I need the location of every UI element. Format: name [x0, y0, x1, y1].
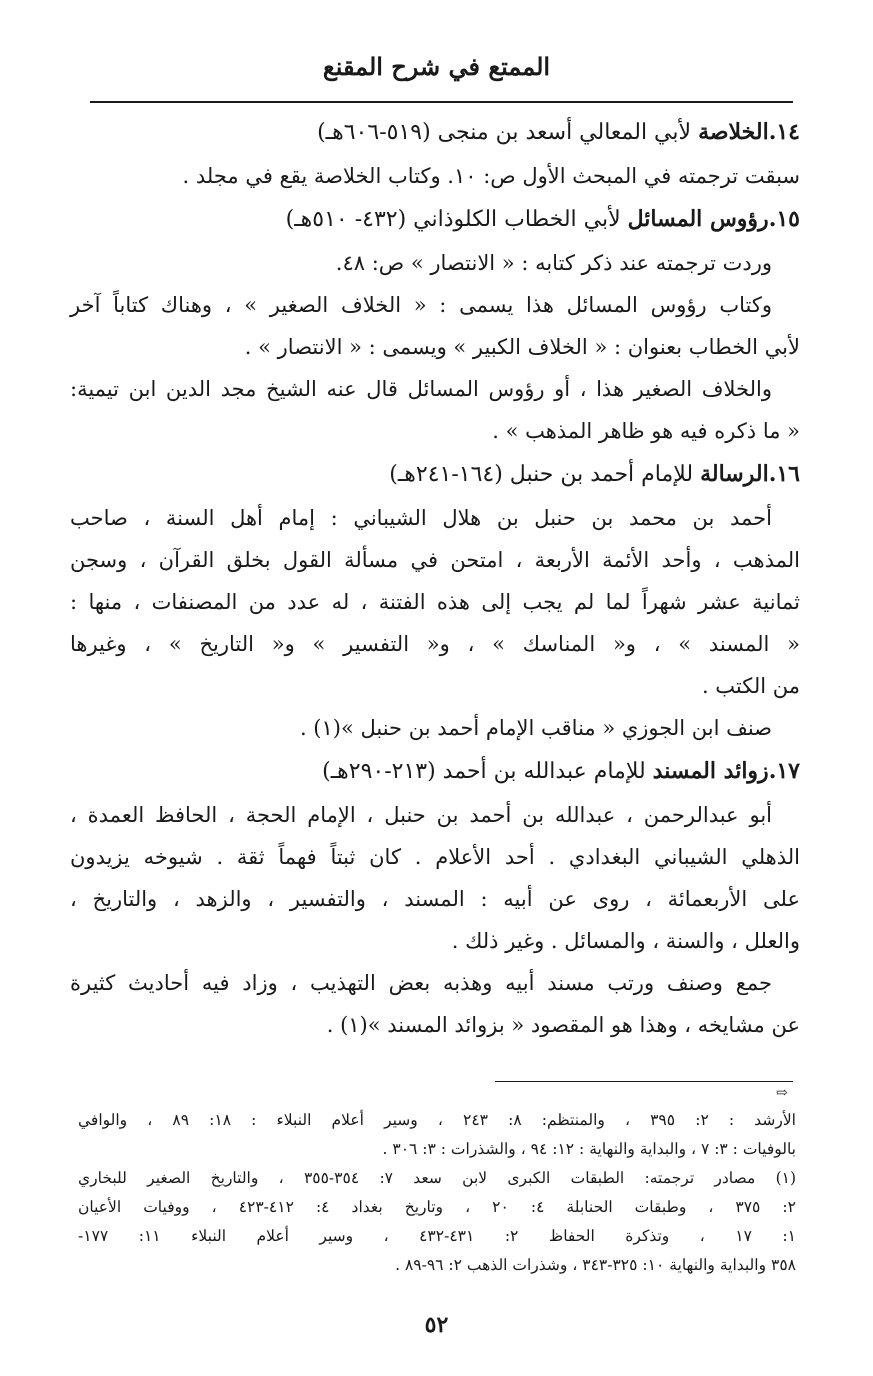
paragraph-line: عن مشايخه ، وهذا هو المقصود « بزوائد المسند »(١) .	[326, 1013, 800, 1037]
running-title: الممتع في شرح المقنع	[322, 52, 551, 81]
paragraph-line: والخلاف الصغير هذا ، أو رؤوس المسائل قال عنه الشيخ مجد الدين ابن تيمية:	[70, 377, 772, 401]
heading-author: لأبي المعالي أسعد بن منجى (٥١٩-٦٠٦هـ)	[317, 120, 699, 145]
entry-number: ١٤.	[768, 119, 800, 145]
footnote-line: الأرشد : ٢: ٣٩٥ ، والمنتظم: ٨: ٢٤٣ ، وسير أعلام النبلاء : ١٨: ٨٩ ، والوافي	[78, 1111, 796, 1129]
footnote-line: ٢: ٣٧٥ ، وطبقات الحنابلة ٤: ٢٠ ، وتاريخ بغداد ٤: ٤١٢-٤٢٣ ، ووفيات الأعيان	[78, 1198, 796, 1216]
footnotes	[78, 1106, 796, 1280]
header-rule	[90, 101, 793, 103]
entry-heading	[70, 197, 800, 242]
heading-author: للإمام أحمد بن حنبل (١٦٤-٢٤١هـ)	[389, 462, 701, 487]
paragraph-line: وكتاب رؤوس المسائل هذا يسمى : « الخلاف الصغير » ، وهناك كتاباً آخر	[70, 293, 772, 317]
paragraph-line: الذهلي الشيباني البغدادي . أحد الأعلام . كان ثبتاً فهماً ثقة . شيوخه يزيدون	[70, 845, 800, 869]
heading-author: لأبي الخطاب الكلوذاني (٤٣٢- ٥١٠هـ)	[285, 207, 628, 232]
footnote-line: (١) مصادر ترجمته: الطبقات الكبرى لابن سعد ٧: ٣٥٤-٣٥٥ ، والتاريخ الصغير للبخاري	[78, 1169, 797, 1187]
page-number: ٥٢	[424, 1312, 449, 1338]
paragraph-line: وردت ترجمته عند ذكر كتابه : « الانتصار » ص: ٤٨.	[335, 251, 772, 275]
book-title: الخلاصة	[698, 119, 769, 145]
footnote-line: ١: ١٧ ، وتذكرة الحفاظ ٢: ٤٣١-٤٣٢ ، وسير أعلام النبلاء ١١: ١٧٧-	[78, 1227, 796, 1245]
continuation-arrow-icon: ⇨	[776, 1085, 788, 1101]
entry-heading	[70, 749, 800, 794]
paragraph-line: أحمد بن محمد بن حنبل بن هلال الشيباني : إمام أهل السنة ، صاحب	[70, 506, 772, 530]
main-text	[70, 110, 800, 1046]
footnote-rule	[495, 1081, 793, 1082]
paragraph-line: « المسند » ، و« المناسك » ، و« التفسير » و« التاريخ » ، وغيرها	[70, 632, 800, 656]
paragraph-line: « ما ذكره فيه هو ظاهر المذهب » .	[492, 419, 800, 443]
book-title: الرسالة	[700, 461, 769, 487]
paragraph-line: لأبي الخطاب بعنوان : « الخلاف الكبير » ويسمى : « الانتصار » .	[244, 335, 800, 359]
entry-number: ١٧.	[768, 758, 800, 784]
heading-author: للإمام عبدالله بن أحمد (٢١٣-٢٩٠هـ)	[322, 759, 653, 784]
footnote-line: بالوفيات : ٣: ٧ ، والبداية والنهاية : ١٢: ٩٤ ، والشذرات : ٣: ٣٠٦ .	[382, 1140, 796, 1158]
book-title: رؤوس المسائل	[627, 206, 769, 232]
paragraph-line: جمع وصنف ورتب مسند أبيه وهذبه بعض التهذيب ، وزاد فيه أحاديث كثيرة	[70, 971, 772, 995]
paragraph-line: والعلل ، والسنة ، والمسائل . وغير ذلك .	[451, 929, 800, 953]
paragraph-line: صنف ابن الجوزي « مناقب الإمام أحمد بن حنبل »(١) .	[299, 716, 772, 740]
entry-heading	[70, 452, 800, 497]
paragraph-line: سبقت ترجمته في المبحث الأول ص: ١٠. وكتاب الخلاصة يقع في مجلد .	[182, 164, 800, 188]
entry-heading	[70, 110, 800, 155]
paragraph-line: ثمانية عشر شهراً لما لم يجب إلى هذه الفتنة ، له عدد من المصنفات ، منها :	[70, 590, 800, 614]
paragraph-line: على الأربعمائة ، روى عن أبيه : المسند ، والتفسير ، والزهد ، والتاريخ ،	[70, 887, 800, 911]
paragraph-line: أبو عبدالرحمن ، عبدالله بن أحمد بن حنبل ، الإمام الحجة ، الحافظ العمدة ،	[70, 803, 772, 827]
paragraph-line: المذهب ، وأحد الأئمة الأربعة ، امتحن في مسألة القول بخلق القرآن ، وسجن	[70, 548, 800, 572]
entry-number: ١٥.	[768, 206, 800, 232]
entry-number: ١٦.	[768, 461, 800, 487]
paragraph-line: من الكتب .	[701, 674, 800, 698]
footnote-line: ٣٥٨ والبداية والنهاية ١٠: ٣٢٥-٣٤٣ ، وشذرات الذهب ٢: ٩٦-٨٩ .	[395, 1256, 796, 1274]
book-title: زوائد المسند	[652, 758, 769, 784]
